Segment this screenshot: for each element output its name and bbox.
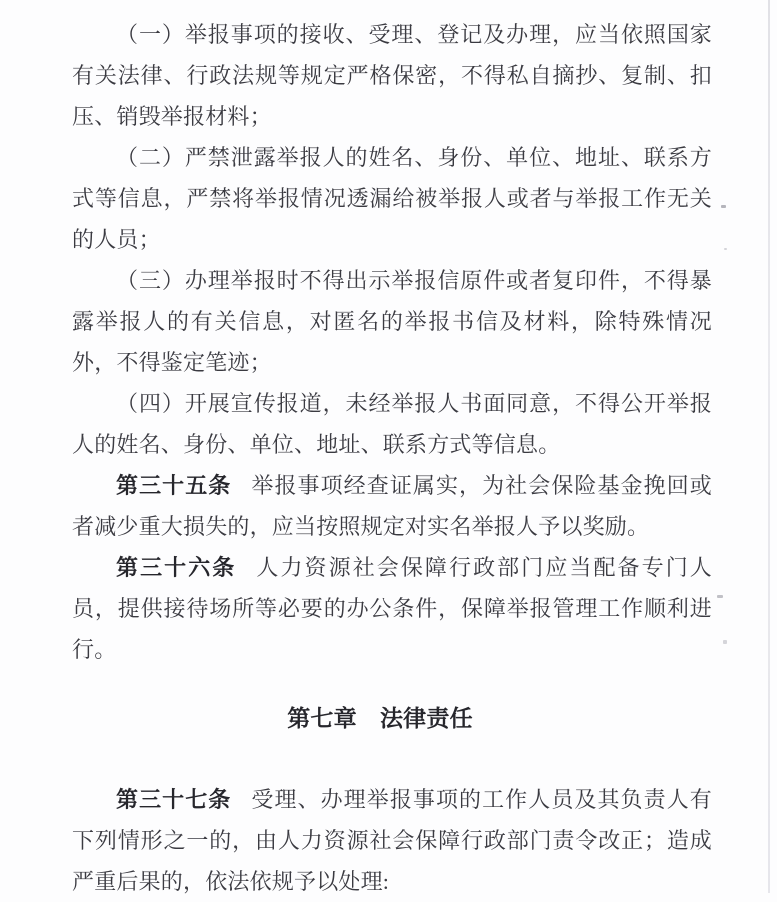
chapter-heading: 第七章 法律责任: [287, 705, 473, 731]
paragraph-text: 人力资源社会保障行政部门应当配备专门人员，提供接待场所等必要的办公条件，保障举报管理工作顺利进行。: [72, 555, 712, 662]
list-item-paragraph: [72, 14, 712, 137]
paragraph-text: 受理、办理举报事项的工作人员及其负责人有下列情形之一的，由人力资源社会保障行政部门责令改正；造成严重后果的，依法依规予以处理:: [72, 787, 712, 894]
document-body: [72, 14, 712, 902]
article-paragraph: [72, 547, 712, 670]
list-item-paragraph: [72, 260, 712, 383]
paragraph-text: 举报事项经查证属实，为社会保险基金挽回或者减少重大损失的，应当按照规定对实名举报人予以奖励。: [72, 473, 712, 539]
paragraph-text: （一）举报事项的接收、受理、登记及办理，应当依照国家有关法律、行政法规等规定严格保密，不得私自摘抄、复制、扣压、销毁举报材料；: [72, 22, 712, 129]
list-item-paragraph: [72, 137, 712, 260]
article-paragraph: [72, 779, 712, 902]
article-number: 第三十七条: [116, 787, 232, 812]
scan-speck: [717, 595, 723, 598]
scan-speck: [724, 248, 727, 250]
article-number: 第三十五条: [116, 473, 232, 498]
article-number: 第三十六条: [116, 555, 237, 580]
scan-speck: [723, 640, 727, 644]
paragraph-text: （四）开展宣传报道，未经举报人书面同意，不得公开举报人的姓名、身份、单位、地址、联系方式等信息。: [72, 391, 712, 457]
paragraph-text: （三）办理举报时不得出示举报信原件或者复印件，不得暴露举报人的有关信息，对匿名的举报书信及材料，除特殊情况外，不得鉴定笔迹；: [72, 268, 712, 375]
article-paragraph: [72, 465, 712, 547]
paragraph-text: （二）严禁泄露举报人的姓名、身份、单位、地址、联系方式等信息，严禁将举报情况透漏给被举报人或者与举报工作无关的人员；: [72, 145, 712, 252]
scan-speck: [721, 205, 726, 208]
page-edge-shadow: [768, 0, 770, 893]
list-item-paragraph: [72, 383, 712, 465]
